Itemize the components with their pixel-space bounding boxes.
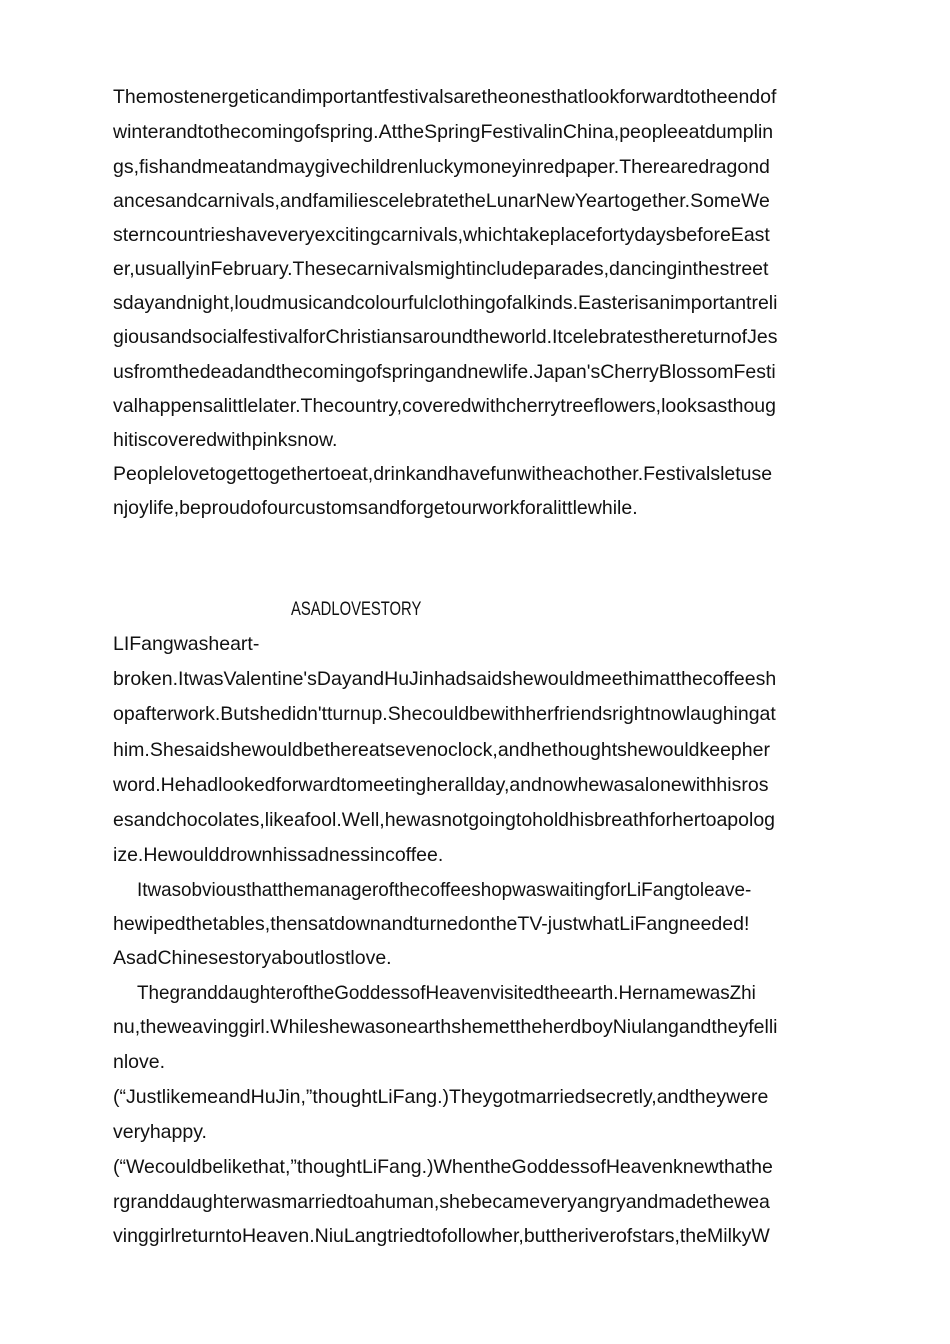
- para2-line: Peoplelovetogettogethertoeat,drinkandhavefunwitheachother.Festivalsletuse: [113, 463, 773, 485]
- para3-line: broken.ItwasValentine'sDayandHuJinhadsaidshewouldmeethimatthecoffeesh: [113, 668, 777, 690]
- para5-line: nlove.: [113, 1051, 166, 1073]
- para5-line: veryhappy.: [113, 1121, 207, 1143]
- para5-line: nu,theweavinggirl.WhileshewasonearthshemettheherdboyNiulangandtheyfelli: [113, 1016, 778, 1038]
- para1-line: gs,fishandmeatandmaygivechildrenluckymoneyinredpaper.Therearedragond: [113, 156, 770, 178]
- para1-line: valhappensalittlelater.Thecountry,coveredwithcherrytreeflowers,looksasthoug: [113, 395, 776, 417]
- para2-line: njoylife,beproudofourcustomsandforgetourworkforalittlewhile.: [113, 497, 638, 519]
- para1-line: sterncountrieshaveveryexcitingcarnivals,whichtakeplacefortydaysbeforeEast: [113, 224, 770, 246]
- para3-line: him.Shesaidshewouldbethereatsevenoclock,andhethoughtshewouldkeepher: [113, 739, 770, 761]
- para1-line: hitiscoveredwithpinksnow.: [113, 429, 338, 451]
- para3-line: LIFangwasheart-: [113, 633, 260, 655]
- para1-line: ancesandcarnivals,andfamiliescelebratetheLunarNewYeartogether.SomeWe: [113, 190, 770, 212]
- para3-line: opafterwork.Butshedidn'tturnup.Shecouldbewithherfriendsrightnowlaughingat: [113, 703, 776, 725]
- para4-line: ItwasobviousthatthemanagerofthecoffeeshopwaswaitingforLiFangtoleave-: [137, 879, 752, 901]
- para5-line: (“JustlikemeandHuJin,”thoughtLiFang.)Theygotmarriedsecretly,andtheywere: [113, 1086, 769, 1108]
- para3-line: word.Hehadlookedforwardtomeetingherallday,andnowhewasalonewithhisros: [113, 774, 769, 796]
- para1-line: Themostenergeticandimportantfestivalsaretheonesthatlookforwardtotheendof: [113, 86, 777, 108]
- para3-line: esandchocolates,likeafool.Well,hewasnotgoingtoholdhisbreathforhertoapolog: [113, 809, 776, 831]
- para5-line: rgranddaughterwasmarriedtoahuman,shebecameveryangryandmadethewea: [113, 1191, 770, 1213]
- para1-line: winterandtothecomingofspring.AttheSpringFestivalinChina,peopleeatdumplin: [113, 121, 774, 143]
- para5-line: vinggirlreturntoHeaven.NiuLangtriedtofollowher,buttheriverofstars,theMilkyW: [113, 1225, 770, 1247]
- para1-line: sdayandnight,loudmusicandcolourfulclothingofalkinds.Easterisanimportantreli: [113, 292, 778, 314]
- para3-line: ize.Hewoulddrownhissadnessincoffee.: [113, 844, 444, 866]
- para1-line: usfromthedeadandthecomingofspringandnewlife.Japan'sCherryBlossomFesti: [113, 361, 776, 383]
- para5-line: ThegranddaughteroftheGoddessofHeavenvisitedtheearth.HernamewasZhi: [137, 982, 756, 1004]
- para1-line: er,usuallyinFebruary.Thesecarnivalsmightincludeparades,dancinginthestreet: [113, 258, 769, 280]
- para4-line: hewipedthetables,thensatdownandturnedontheTV-justwhatLiFangneeded!: [113, 913, 750, 935]
- para1-line: giousandsocialfestivalforChristiansaroundtheworld.ItcelebratesthereturnofJes: [113, 326, 778, 348]
- story-title: ASADLOVESTORY: [291, 598, 422, 620]
- para4-line: AsadChinesestoryaboutlostlove.: [113, 947, 392, 969]
- para5-line: (“Wecouldbelikethat,”thoughtLiFang.)WhentheGoddessofHeavenknewthathe: [113, 1156, 773, 1178]
